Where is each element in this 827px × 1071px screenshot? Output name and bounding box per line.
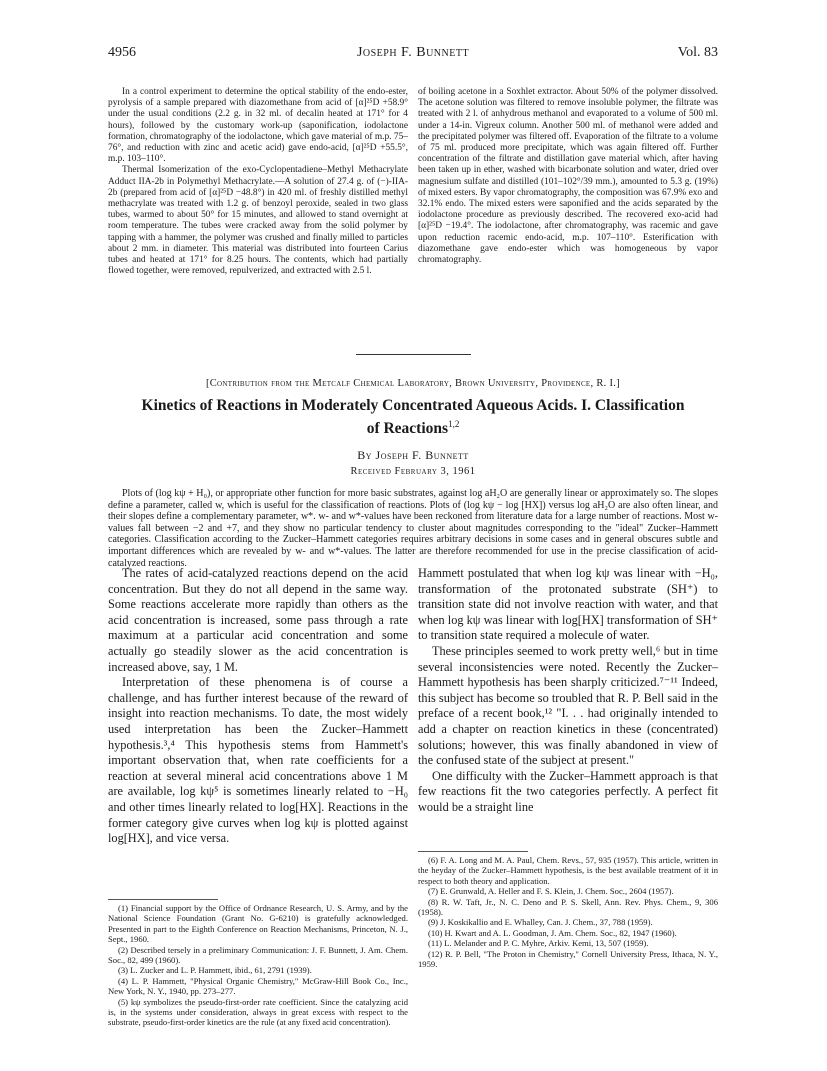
footnote: (12) R. P. Bell, "The Proton in Chemistry," Cornell University Press, Ithaca, N. Y., 1959. — [418, 948, 718, 970]
body-right-column — [418, 566, 718, 816]
running-header — [108, 45, 718, 65]
paragraph: In a control experiment to determine the optical stability of the endo-ester, pyrolysis of a sample prepared with diazomethane from acid of [α]²⁵D +58.9° under the usual conditions (2.2 g. in 32 ml. of decalin heated at 171° for 4 hours), followed by the customary work-up (saponification, iodolactone formation, chromatography of the iodolactone, which gave material of m.p. 75–76°, and reduction with zinc and acetic acid) gave endo-acid, [α]²⁵D +55.5°, m.p. 103–110°. — [108, 87, 408, 165]
running-author: Joseph F. Bunnett — [356, 45, 470, 60]
footnote-rule-left — [108, 899, 218, 900]
previous-article-left-column — [108, 87, 408, 277]
footnote: (9) J. Koskikallio and E. Whalley, Can. J. Chem., 37, 788 (1959). — [428, 917, 653, 928]
title-line-2: of Reactions — [366, 420, 449, 438]
previous-article-right-column — [418, 87, 718, 266]
paragraph: Interpretation of these phenomena is of course a challenge, and has further interest because of the reward of insight into reaction mechanisms. To date, the most widely used interpretation has been the Zucker–Hammett hypothesis.³,⁴ This hypothesis stems from Hammett's important observation that, when rate coefficients for a reaction at several mineral acid concentrations above 1 M are available, log kψ⁵ is sometimes linearly related to −H₀ and other times linearly related to log[HX]. Reactions in the former category give curves when log kψ is plotted against log[HX], and vice versa. — [108, 675, 408, 846]
contribution-line: [Contribution from the Metcalf Chemical Laboratory, Brown University, Providence, R. I.] — [205, 378, 621, 389]
volume-number: Vol. 83 — [677, 45, 718, 60]
footnote-rule-right — [418, 851, 528, 852]
paragraph: The rates of acid-catalyzed reactions depend on the acid concentration. But they do not all depend in the same way. Some reactions accelerate more rapidly than others as the acid concentration is increased, some pass through a rate maximum at a particular acid concentration and some actually go steadily slower as the acid concentration is increased above, say, 1 M. — [108, 566, 408, 674]
abstract-text: Plots of (log kψ + H₀), or appropriate other function for more basic substrates, against log aH₂O are generally linear or approximately so. The slopes define a parameter, called w, which is useful for the classification of reactions. Plots of (log kψ − log [HX]) versus log aH₂O are also often linear, and their slopes define a complementary parameter, w*. w- and w*-values have been reckoned from literature data for a large number of reactions. Most w-values fall between −2 and +7, and they show no particular tendency to cluster about magnitudes corresponding to the "ideal" Zucker–Hammett categories. Classification according to the Zucker–Hammett categories requires arbitrary decisions in some cases and in general obscures subtle and important differences which are revealed by w- and w*-values. The latter are therefore recommended for use in the precise classification of acid-catalyzed reactions. — [108, 488, 718, 569]
footnote: (3) L. Zucker and L. P. Hammett, ibid., 61, 2791 (1939). — [118, 965, 312, 976]
footnote: (6) F. A. Long and M. A. Paul, Chem. Revs., 57, 935 (1957). This article, written in the heyday of the Zucker–Hammett hypothesis, is the best available treatment of it in respect to both theory and application. — [418, 855, 718, 886]
article-title — [108, 396, 718, 438]
footnote: (4) L. P. Hammett, "Physical Organic Chemistry," McGraw-Hill Book Co., Inc., New York, N. Y., 1940, pp. 273–277. — [108, 975, 408, 997]
title-line-1: Kinetics of Reactions in Moderately Concentrated Aqueous Acids. I. Classification — [141, 397, 685, 414]
byline: By Joseph F. Bunnett — [357, 448, 469, 462]
footnote: (7) E. Grunwald, A. Heller and F. S. Klein, J. Chem. Soc., 2604 (1957). — [428, 886, 674, 897]
footnote: (10) H. Kwart and A. L. Goodman, J. Am. Chem. Soc., 82, 1947 (1960). — [428, 927, 677, 938]
abstract — [108, 488, 718, 569]
footnote: (11) L. Melander and P. C. Myhre, Arkiv. Kemi, 13, 507 (1959). — [428, 938, 649, 949]
footnote: (1) Financial support by the Office of Ordnance Research, U. S. Army, and by the National Science Foundation (Grant No. G-6210) is gratefully acknowledged. Presented in part to the Eighth Conference on Reaction Mechanisms, Princeton, N. J., Sept., 1960. — [108, 903, 408, 945]
body-left-column — [108, 566, 408, 847]
title-footnote-marker: 1,2 — [448, 419, 460, 429]
paragraph: One difficulty with the Zucker–Hammett approach is that few reactions fit the two categories perfectly. A perfect fit would be a straight line — [418, 768, 718, 814]
paragraph: These principles seemed to work pretty well,⁶ but in time several inconsistencies were noted. Recently the Zucker–Hammett hypothesis has been sharply criticized.⁷⁻¹¹ Indeed, this subject has become so troubled that R. P. Bell said in the preface of a recent book,¹² "I. . . had originally intended to add a chapter on reaction kinetics in these (concentrated) solutions; however, this was finally abandoned in view of the confused state of the subject at present." — [418, 643, 718, 768]
footnote: (8) R. W. Taft, Jr., N. C. Deno and P. S. Skell, Ann. Rev. Phys. Chem., 9, 306 (1958). — [418, 896, 718, 918]
page-number: 4956 — [108, 45, 136, 60]
article-separator — [356, 354, 471, 355]
paragraph: Thermal Isomerization of the exo-Cyclopentadiene–Methyl Methacrylate Adduct IIA-2b in Polymethyl Methacrylate.—A solution of 27.4 g. of (−)-IIA-2b (prepared from acid of [α]²⁵D −48.8°) in 420 ml. of freshly distilled methyl methacrylate was treated with 1.2 g. of benzoyl peroxide, sealed in two glass tubes, warmed to about 50° for 15 minutes, and allowed to stand overnight at room temperature. The tubes were cracked away from the solid polymer by tapping with a hammer, the polymer was crushed and finally milled to particles about 2 mm. in diameter. This material was distributed into fourteen Carius tubes and heated at 171° for 8.25 hours. The contents, which had partially flowed together, were removed, repulverized, and extracted with 2.5 l. — [108, 165, 408, 277]
paragraph: of boiling acetone in a Soxhlet extractor. About 50% of the polymer dissolved. The acetone solution was filtered to remove insoluble polymer, the filtrate was treated with 2 l. of anhydrous methanol and evaporated to a volume of 500 ml. under a 14-in. Vigreux column. Another 500 ml. of methanol were added and the precipitated polymer was filtered off. Evaporation of the filtrate to a volume of 75 ml. produced more precipitate, which was again filtered off. Further concentration of the filtrate and distillation gave material which, after having been taken up in ether, washed with bicarbonate solution and water, dried over magnesium sulfate and distilled (101–102°/39 mm.), amounted to 5.3 g. (19%) of mixed esters. By vapor chromatography, the composition was 67.9% exo and 32.1% endo. The mixed esters were saponified and the acids separated by the iodolactone procedure as previously described. The recovered exo-acid had [α]²⁵D −19.4°. The iodolactone, after chromatography, was racemic and gave upon reduction racemic endo-acid, m.p. 107–110°. Esterification with diazomethane gave endo-ester which was homogeneous by vapor chromatography. — [418, 87, 718, 266]
footnote: (2) Described tersely in a preliminary Communication: J. F. Bunnett, J. Am. Chem. Soc., 82, 499 (1960). — [108, 944, 408, 966]
footnotes-left — [108, 903, 408, 1028]
footnote: (5) kψ symbolizes the pseudo-first-order rate coefficient. Since the catalyzing acid is, in the systems under consideration, always in great excess with respect to the substrate, pseudo-first-order kinetics are the rule (at any fixed acid concentration). — [108, 996, 408, 1028]
footnotes-right — [418, 855, 718, 969]
received-date: Received February 3, 1961 — [350, 466, 476, 477]
paragraph: Hammett postulated that when log kψ was linear with −H₀, transformation of the protonated substrate (SH⁺) to transition state did not involve reaction with water, and that when log kψ was linear with log[HX] transformation of SH⁺ to transition state required a molecule of water. — [418, 566, 718, 643]
